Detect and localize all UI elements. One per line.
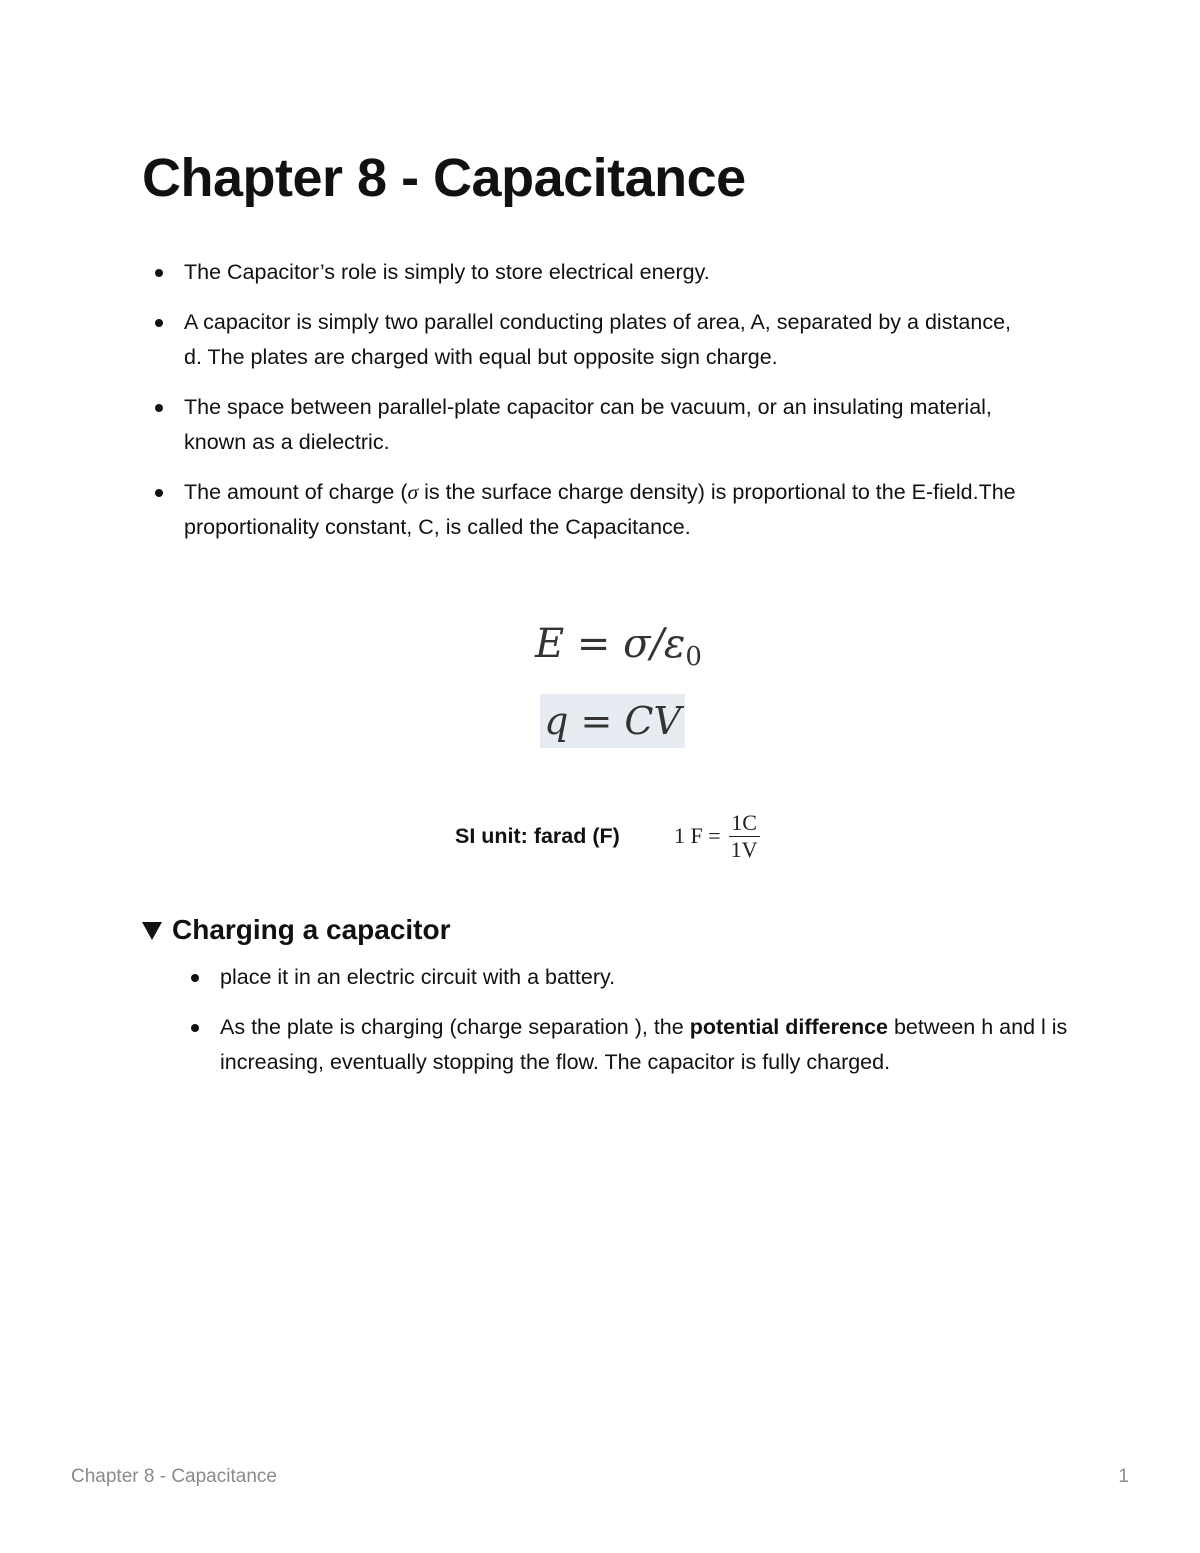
charge-equation: q = CV bbox=[540, 694, 685, 748]
epsilon-subscript: 0 bbox=[685, 642, 702, 672]
farad-definition bbox=[674, 806, 760, 866]
list-item bbox=[142, 475, 1022, 545]
fraction-numerator: 1C bbox=[731, 809, 757, 835]
bullet-dot bbox=[155, 404, 163, 412]
section-bullet-list bbox=[178, 960, 1078, 1095]
bullet-text: The space between parallel-plate capacitor can be vacuum, or an insulating material, known as a dielectric. bbox=[184, 395, 992, 454]
list-item bbox=[142, 305, 1022, 375]
bullet-dot bbox=[155, 319, 163, 327]
main-bullet-list bbox=[142, 255, 1022, 560]
bullet-dot bbox=[191, 974, 199, 982]
bullet-dot bbox=[155, 489, 163, 497]
toggle-heading-charging[interactable] bbox=[142, 911, 451, 949]
bullet-text-start: As the plate is charging (charge separation ), the bbox=[220, 1015, 690, 1039]
farad-fraction bbox=[729, 810, 760, 863]
bold-term: potential difference bbox=[689, 1015, 888, 1039]
page-number: 1 bbox=[1118, 1466, 1129, 1487]
farad-lhs: 1 F = bbox=[674, 823, 721, 848]
bullet-text: The Capacitor’s role is simply to store electrical energy. bbox=[184, 260, 710, 284]
page-title: Chapter 8 - Capacitance bbox=[142, 148, 746, 208]
electric-field-equation bbox=[535, 614, 702, 687]
bullet-text-end: between h and l is increasing, eventually stopping the flow. The capacitor is fully charged. bbox=[220, 1015, 1068, 1074]
bullet-text-line-2: d. The plates are charged with equal but opposite sign charge. bbox=[184, 345, 778, 369]
bullet-dot bbox=[191, 1024, 199, 1032]
list-item bbox=[142, 390, 1022, 460]
sigma-symbol: σ bbox=[407, 480, 419, 504]
bullet-text: place it in an electric circuit with a battery. bbox=[220, 965, 616, 989]
bullet-text-end: is the surface charge density) is proportional to the E-field.The proportionality constant, C, is called the Capacitance. bbox=[184, 480, 1016, 539]
bullet-text-start: The amount of charge ( bbox=[184, 480, 408, 504]
triangle-down-icon[interactable] bbox=[142, 922, 162, 940]
list-item bbox=[142, 255, 1022, 290]
list-item bbox=[178, 960, 1078, 995]
electric-field-equation-text: E = σ/ε bbox=[535, 621, 686, 667]
bullet-dot bbox=[155, 269, 163, 277]
si-unit-label: SI unit: farad (F) bbox=[455, 824, 620, 848]
bullet-text-line-1: A capacitor is simply two parallel conducting plates of area, A, separated by a distance, bbox=[184, 310, 1012, 334]
list-item bbox=[178, 1010, 1078, 1080]
section-heading-text: Charging a capacitor bbox=[172, 914, 451, 945]
footer-title: Chapter 8 - Capacitance bbox=[71, 1466, 277, 1487]
fraction-denominator: 1V bbox=[730, 836, 758, 862]
